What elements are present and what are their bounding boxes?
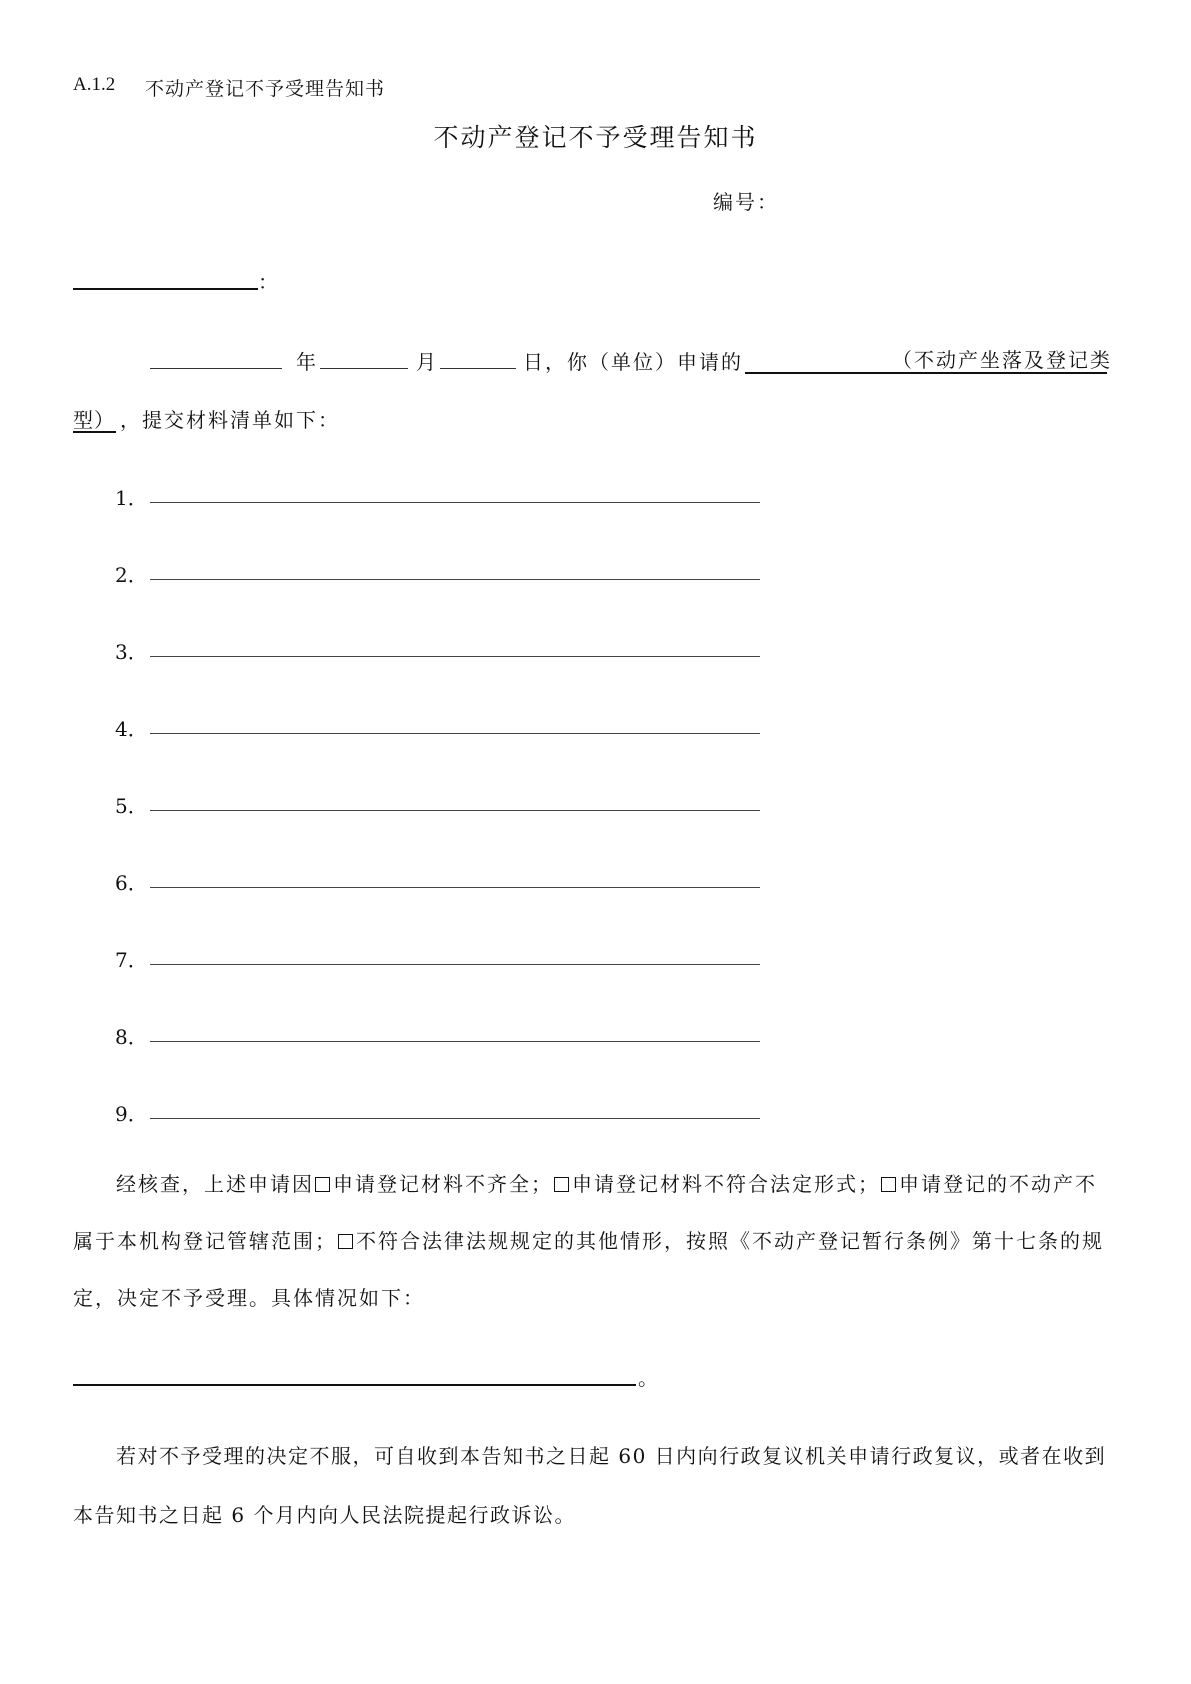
material-field-7[interactable] xyxy=(150,964,760,965)
materials-intro: ，提交材料清单如下： xyxy=(120,408,340,432)
list-item-number: 1． xyxy=(115,486,148,510)
material-field-6[interactable] xyxy=(150,887,760,888)
month-field[interactable] xyxy=(320,368,408,369)
list-item-number: 8． xyxy=(115,1025,148,1049)
year-label: 年 xyxy=(296,350,318,374)
list-item-number: 5． xyxy=(115,794,148,818)
list-item-number: 6． xyxy=(115,871,148,895)
reason-incomplete-checkbox[interactable] xyxy=(315,1177,330,1192)
details-end-mark: 。 xyxy=(638,1366,660,1390)
appeal-line-1: 若对不予受理的决定不服，可自收到本告知书之日起 60 日内向行政复议机关申请行政复议，或者在收到 xyxy=(116,1444,1107,1468)
list-item-number: 2． xyxy=(115,563,148,587)
reason-other-label: 不符合法律法规规定的其他情形，按照《不动产登记暂行条例》第十七条的规 xyxy=(356,1229,1104,1253)
month-label: 月 xyxy=(416,350,438,374)
review-conclusion: 定，决定不予受理。具体情况如下： xyxy=(73,1286,425,1310)
list-item-number: 3． xyxy=(115,640,148,664)
material-field-2[interactable] xyxy=(150,579,760,580)
application-text: 日，你（单位）申请的 xyxy=(523,350,743,374)
section-title: 不动产登记不予受理告知书 xyxy=(145,78,386,100)
location-hint-continued: 型） xyxy=(73,408,115,432)
appeal-line-2: 本告知书之日起 6 个月内向人民法院提起行政诉讼。 xyxy=(73,1503,576,1527)
reason-other-checkbox[interactable] xyxy=(338,1234,353,1249)
review-line-2 xyxy=(73,1225,1104,1254)
section-code: A.1.2 xyxy=(73,74,116,95)
material-field-1[interactable] xyxy=(150,502,760,503)
review-intro: 经核查，上述申请因 xyxy=(116,1172,314,1196)
addressee-colon: ： xyxy=(258,270,278,294)
year-field[interactable] xyxy=(150,368,282,369)
review-line-1 xyxy=(116,1168,1097,1197)
material-field-3[interactable] xyxy=(150,656,760,657)
material-field-4[interactable] xyxy=(150,733,760,734)
list-item-number: 4． xyxy=(115,717,148,741)
list-item-number: 9． xyxy=(115,1102,148,1126)
document-title: 不动产登记不予受理告知书 xyxy=(433,123,758,152)
addressee-field[interactable] xyxy=(73,288,258,290)
list-item-number: 7． xyxy=(115,948,148,972)
property-type-underline xyxy=(73,431,116,433)
location-hint: （不动产坐落及登记类 xyxy=(892,348,1112,372)
material-field-9[interactable] xyxy=(150,1118,760,1119)
reason-form-checkbox[interactable] xyxy=(554,1177,569,1192)
material-field-5[interactable] xyxy=(150,810,760,811)
material-field-8[interactable] xyxy=(150,1041,760,1042)
day-field[interactable] xyxy=(440,368,516,369)
reason-jurisdiction-checkbox[interactable] xyxy=(881,1177,896,1192)
details-field[interactable] xyxy=(73,1384,636,1386)
reason-jurisdiction-continued: 属于本机构登记管辖范围； xyxy=(73,1229,337,1253)
document-number-label: 编号： xyxy=(713,190,779,214)
reason-incomplete-label: 申请登记材料不齐全； xyxy=(333,1172,553,1196)
reason-jurisdiction-label: 申请登记的不动产不 xyxy=(899,1172,1097,1196)
reason-form-label: 申请登记材料不符合法定形式； xyxy=(572,1172,880,1196)
